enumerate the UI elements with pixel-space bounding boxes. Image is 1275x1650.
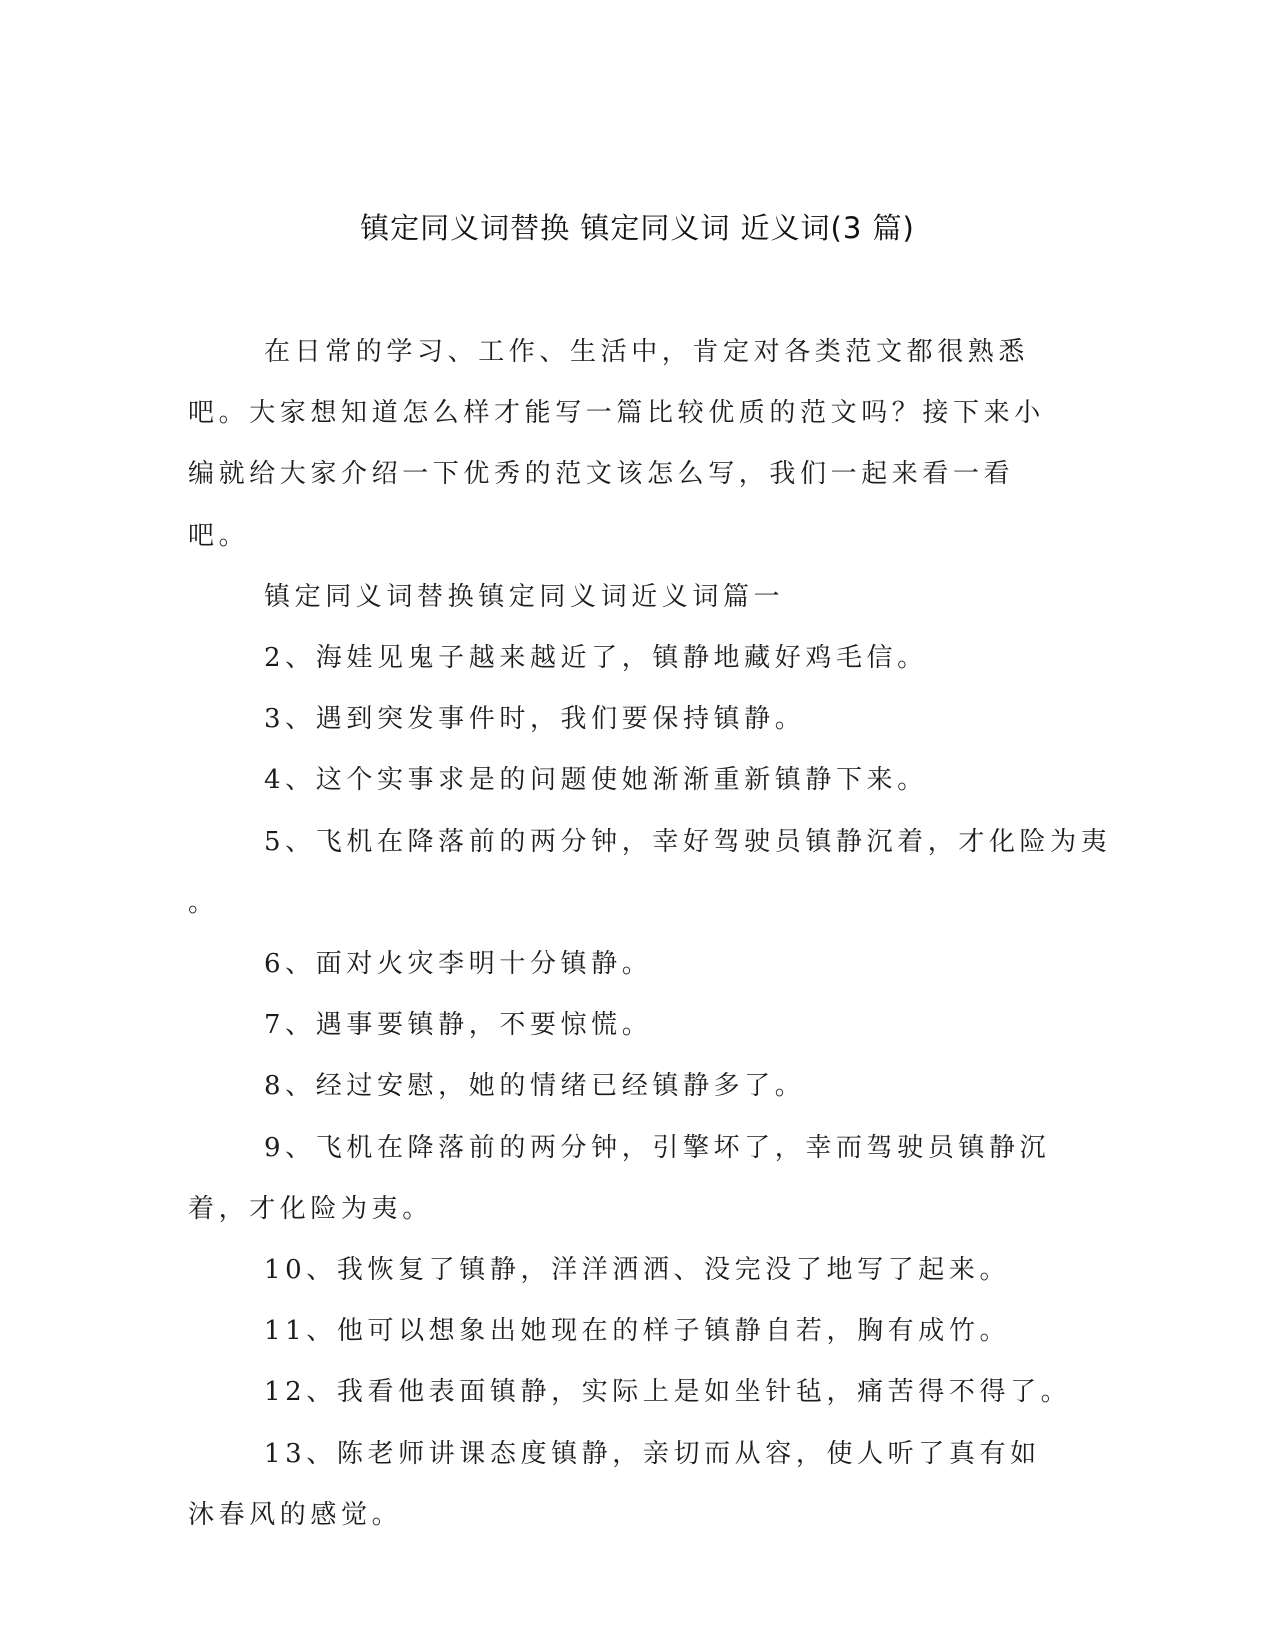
example-sentence: 13、陈老师讲课态度镇静，亲切而从容，使人听了真有如沐春风的感觉。 (188, 1438, 1041, 1530)
example-sentence: 4、这个实事求是的问题使她渐渐重新镇静下来。 (264, 765, 928, 796)
orphan-punctuation-line: 。 (188, 887, 219, 918)
example-sentence: 5、飞机在降落前的两分钟，幸好驾驶员镇静沉着，才化险为夷 (264, 826, 1112, 857)
document-title: 镇定同义词替换 镇定同义词 近义词(3 篇) (360, 211, 915, 245)
example-sentence: 3、遇到突发事件时，我们要保持镇静。 (264, 704, 806, 735)
example-sentence: 7、遇事要镇静，不要惊慌。 (264, 1010, 653, 1041)
example-sentence: 10、我恢复了镇静，洋洋洒洒、没完没了地写了起来。 (264, 1255, 1011, 1286)
section-heading: 镇定同义词替换镇定同义词近义词篇一 (264, 581, 785, 612)
example-sentence: 8、经过安慰，她的情绪已经镇静多了。 (264, 1071, 806, 1102)
document-body (188, 322, 1112, 1546)
example-sentence: 11、他可以想象出她现在的样子镇静自若，胸有成竹。 (264, 1316, 1011, 1347)
example-sentence: 9、飞机在降落前的两分钟，引擎坏了，幸而驾驶员镇静沉着，才化险为夷。 (188, 1132, 1051, 1224)
example-sentence: 2、海娃见鬼子越来越近了，镇静地藏好鸡毛信。 (264, 643, 928, 674)
example-sentence: 12、我看他表面镇静，实际上是如坐针毡，痛苦得不得了。 (264, 1377, 1072, 1408)
example-sentence: 6、面对火灾李明十分镇静。 (264, 949, 653, 980)
intro-paragraph: 在日常的学习、工作、生活中，肯定对各类范文都很熟悉吧。大家想知道怎么样才能写一篇比较优质的范文吗？接下来小编就给大家介绍一下优秀的范文该怎么写，我们一起来看一看吧。 (188, 337, 1045, 551)
